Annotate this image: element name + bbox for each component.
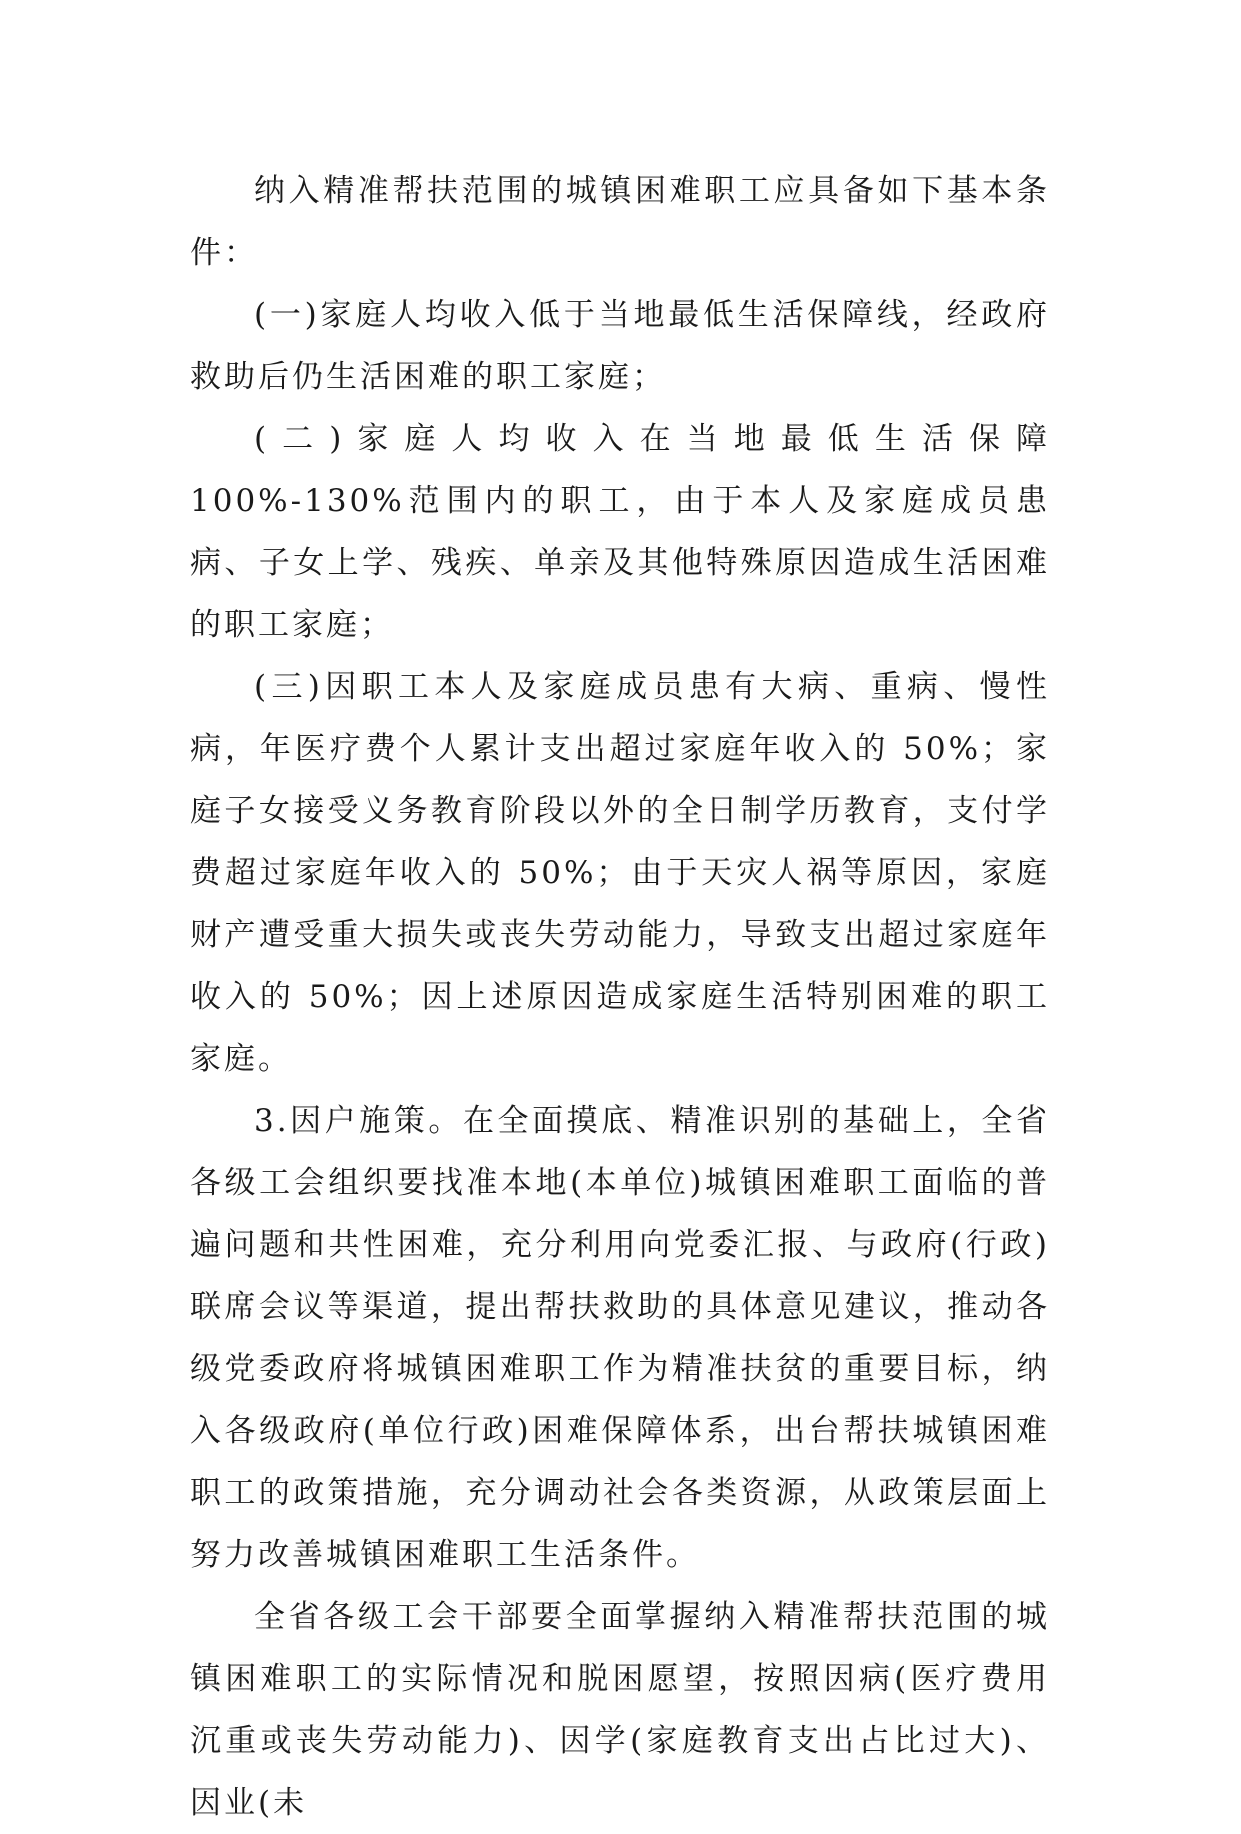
paragraph-policy-by-household: 3.因户施策。在全面摸底、精准识别的基础上，全省各级工会组织要找准本地(本单位)城镇困难职工面临的普遍问题和共性困难，充分利用向党委汇报、与政府(行政)联席会议等渠道，提出帮扶救助的具体意见建议，推动各级党委政府将城镇困难职工作为精准扶贫的重要目标，纳入各级政府(单位行政)困难保障体系，出台帮扶城镇困难职工的政策措施，充分调动社会各类资源，从政策层面上努力改善城镇困难职工生活条件。 [190,1103,1050,1573]
paragraph-condition-1: (一)家庭人均收入低于当地最低生活保障线，经政府救助后仍生活困难的职工家庭； [190,297,1050,395]
document-body [190,160,1050,1834]
paragraph-eligibility-intro: 纳入精准帮扶范围的城镇困难职工应具备如下基本条件： [190,173,1050,271]
paragraph-condition-2: (二)家庭人均收入在当地最低生活保障 100%-130%范围内的职工，由于本人及家庭成员患病、子女上学、残疾、单亲及其他特殊原因造成生活困难的职工家庭； [190,421,1050,643]
paragraph-condition-3: (三)因职工本人及家庭成员患有大病、重病、慢性病，年医疗费个人累计支出超过家庭年收入的 50%；家庭子女接受义务教育阶段以外的全日制学历教育，支付学费超过家庭年收入的 50%；由于天灾人祸等原因，家庭财产遭受重大损失或丧失劳动能力，导致支出超过家庭年收入的 50%；因上述原因造成家庭生活特别困难的职工家庭。 [190,669,1050,1077]
paragraph-cadre-requirements: 全省各级工会干部要全面掌握纳入精准帮扶范围的城镇困难职工的实际情况和脱困愿望，按照因病(医疗费用沉重或丧失劳动能力)、因学(家庭教育支出占比过大)、因业(未 [190,1599,1050,1821]
